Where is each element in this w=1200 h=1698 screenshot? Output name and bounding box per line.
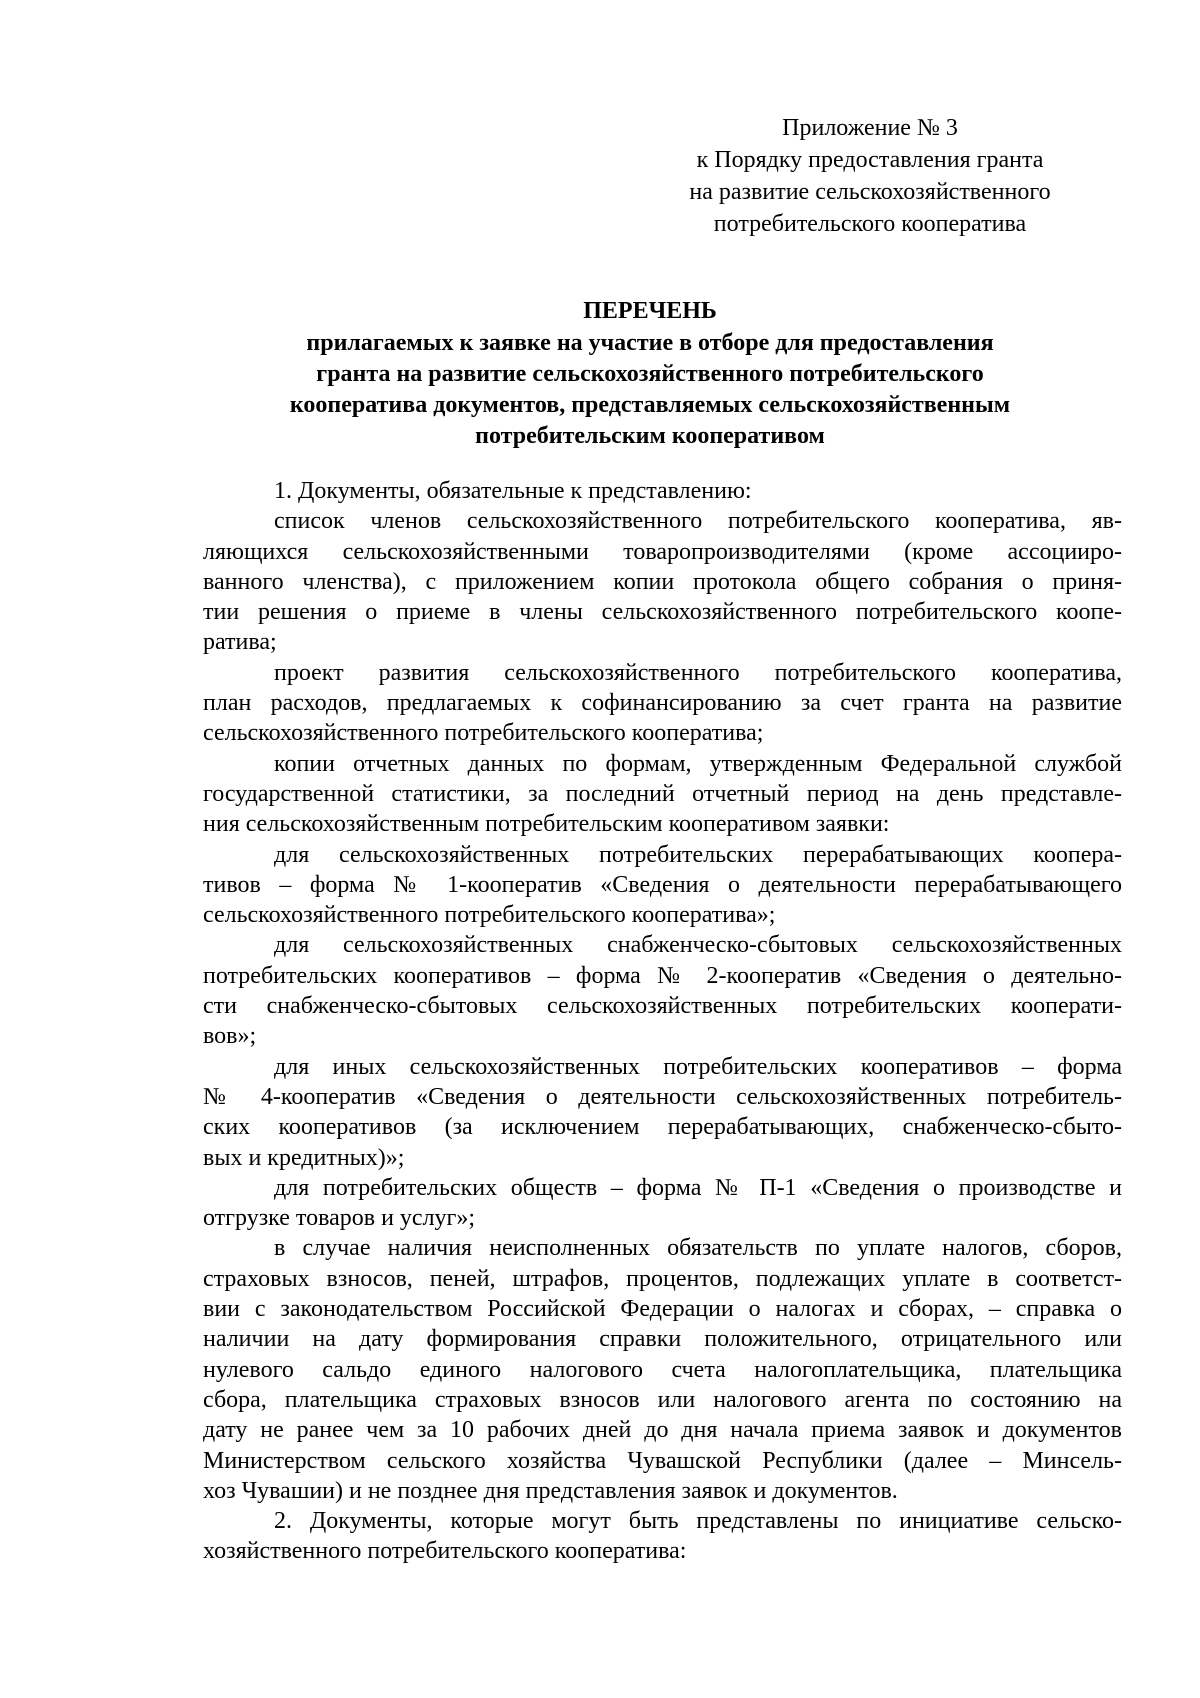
heading-line: гранта на развитие сельскохозяйственного потребительского [316, 361, 984, 387]
paragraph [203, 1052, 1122, 1173]
paragraph-line: для потребительских обществ – форма № П-1 «Сведения о производстве и [274, 1174, 1122, 1201]
paragraph-line: копии отчетных данных по формам, утвержденным Федеральной службой [274, 750, 1122, 777]
paragraph [203, 1233, 1122, 1506]
paragraph-line: государственной статистики, за последний отчетный период на день представле- [203, 780, 1122, 807]
appendix-line: потребительского кооператива [713, 211, 1027, 237]
paragraph-line: для сельскохозяйственных снабженческо-сбытовых сельскохозяйственных [274, 932, 1122, 959]
paragraph [203, 476, 1122, 506]
paragraph-line: Министерством сельского хозяйства Чувашской Республики (далее – Минсель- [203, 1447, 1122, 1474]
paragraph-line: 1. Документы, обязательные к представлению: [274, 478, 752, 504]
paragraph-line: хоз Чувашии) и не позднее дня представления заявок и документов. [203, 1477, 898, 1504]
paragraph-line: ляющихся сельскохозяйственными товаропроизводителями (кроме ассоцииро- [203, 538, 1122, 565]
paragraph-line: дату не ранее чем за 10 рабочих дней до дня начала приема заявок и документов [203, 1417, 1122, 1444]
paragraph-line: вов»; [203, 1023, 257, 1050]
paragraph-line: сти снабженческо-сбытовых сельскохозяйственных потребительских кооперати- [203, 993, 1122, 1020]
paragraph-line: сельскохозяйственного потребительского кооператива»; [203, 902, 776, 929]
paragraph [203, 506, 1122, 657]
paragraph-line: хозяйственного потребительского кооператива: [203, 1538, 687, 1565]
paragraph-line: ванного членства), с приложением копии протокола общего собрания о приня- [203, 568, 1122, 595]
paragraph [203, 840, 1122, 931]
paragraph-line: ратива; [203, 629, 277, 656]
paragraph-line: сбора, плательщика страховых взносов или налогового агента по состоянию на [203, 1386, 1122, 1413]
paragraph-line: ния сельскохозяйственным потребительским кооперативом заявки: [203, 811, 890, 838]
document-heading [200, 296, 1100, 452]
paragraph-line: в случае наличия неисполненных обязательств по уплате налогов, сборов, [274, 1235, 1122, 1262]
paragraph [203, 749, 1122, 840]
paragraph [203, 658, 1122, 749]
document-body [203, 476, 1122, 1567]
paragraph-line: вии с законодательством Российской Федерации о налогах и сборах, – справка о [203, 1296, 1122, 1323]
paragraph-line: для иных сельскохозяйственных потребительских кооперативов – форма [274, 1053, 1122, 1080]
paragraph-line: проект развития сельскохозяйственного потребительского кооператива, [274, 659, 1122, 686]
paragraph-line: вых и кредитных)»; [203, 1144, 405, 1171]
paragraph-line: страховых взносов, пеней, штрафов, процентов, подлежащих уплате в соответст- [203, 1265, 1122, 1292]
paragraph [203, 1506, 1122, 1567]
paragraph-line: сельскохозяйственного потребительского кооператива; [203, 720, 764, 747]
document-title: ПЕРЕЧЕНЬ [583, 298, 717, 324]
heading-line: прилагаемых к заявке на участие в отборе для предоставления [306, 330, 994, 356]
paragraph-line: ских кооперативов (за исключением перерабатывающих, снабженческо-сбыто- [203, 1114, 1122, 1141]
paragraph [203, 930, 1122, 1051]
paragraph-line: потребительских кооперативов – форма № 2-кооператив «Сведения о деятельно- [203, 962, 1122, 989]
appendix-line: к Порядку предоставления гранта [696, 147, 1044, 173]
paragraph-line: 2. Документы, которые могут быть представлены по инициативе сельско- [274, 1508, 1122, 1535]
appendix-line: на развитие сельскохозяйственного [689, 179, 1051, 205]
paragraph-line: № 4-кооператив «Сведения о деятельности сельскохозяйственных потребитель- [203, 1083, 1122, 1110]
paragraph-line: наличии на дату формирования справки положительного, отрицательного или [203, 1326, 1122, 1353]
heading-line: потребительским кооперативом [475, 423, 825, 449]
paragraph-line: тивов – форма № 1-кооператив «Сведения о деятельности перерабатывающего [203, 871, 1122, 898]
appendix-line: Приложение № 3 [782, 115, 958, 141]
paragraph-line: план расходов, предлагаемых к софинансированию за счет гранта на развитие [203, 690, 1122, 717]
appendix-header [660, 112, 1080, 240]
paragraph-line: отгрузке товаров и услуг»; [203, 1205, 476, 1232]
paragraph-line: список членов сельскохозяйственного потребительского кооператива, яв- [274, 508, 1122, 535]
heading-line: кооператива документов, представляемых сельскохозяйственным [289, 392, 1011, 418]
paragraph-line: тии решения о приеме в члены сельскохозяйственного потребительского коопе- [203, 599, 1122, 626]
paragraph-line: для сельскохозяйственных потребительских перерабатывающих коопера- [274, 841, 1122, 868]
paragraph-line: нулевого сальдо единого налогового счета налогоплательщика, плательщика [203, 1356, 1122, 1383]
paragraph [203, 1173, 1122, 1234]
